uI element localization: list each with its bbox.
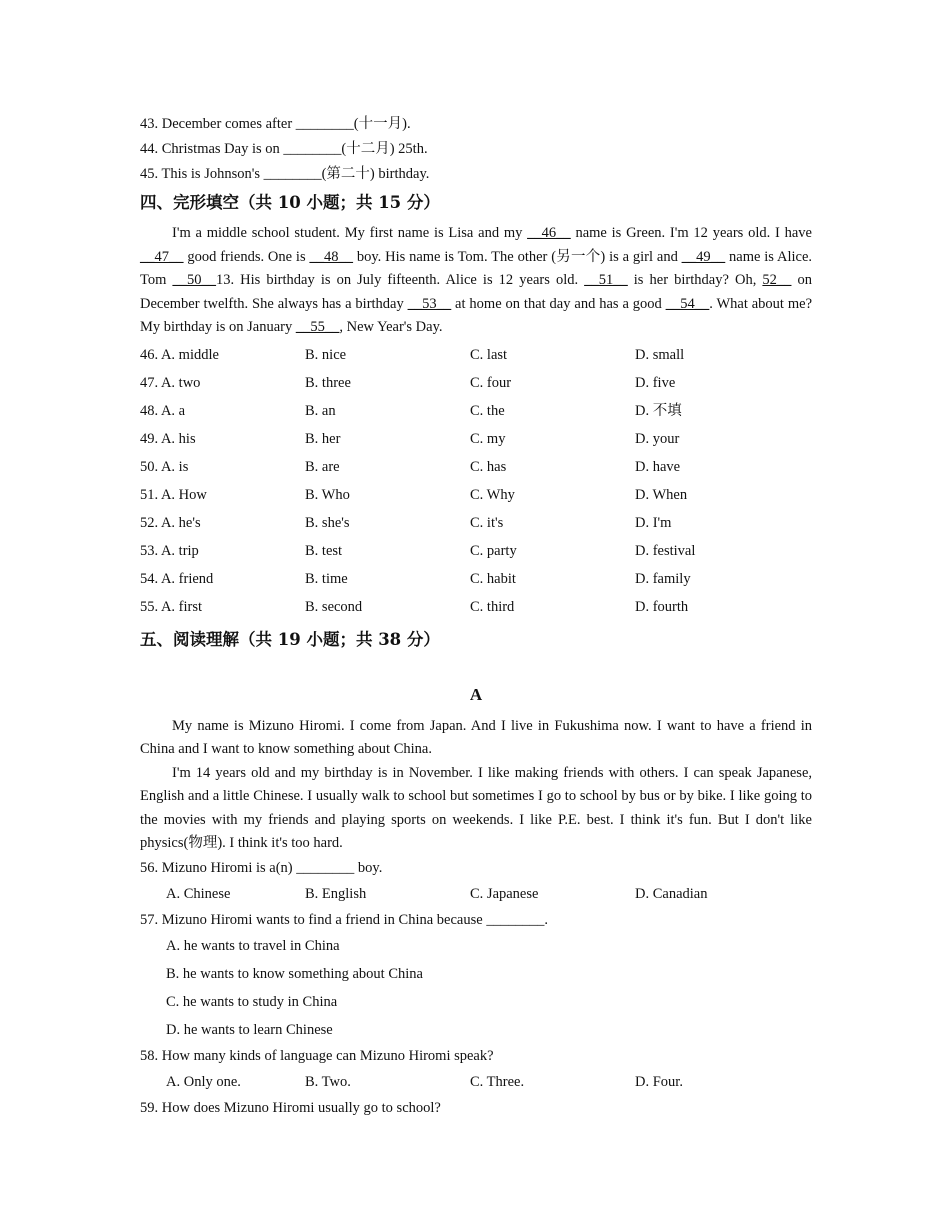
question-57: 57. Mizuno Hiromi wants to find a friend in China because ________. — [140, 911, 548, 928]
cloze-options — [140, 341, 812, 621]
option: B. her — [305, 430, 341, 447]
question-56-options — [140, 880, 812, 908]
cloze-text: is her birthday? Oh, — [627, 272, 763, 288]
option: D. 不填 — [635, 402, 682, 419]
option: 54. A. friend — [140, 570, 214, 587]
option: D. fourth — [635, 598, 689, 615]
cloze-text: name is Green. I'm 12 years old. I have — [570, 225, 812, 241]
section5-heading: 五、阅读理解（共 19 小题；共 38 分） — [140, 629, 440, 649]
document-page — [140, 112, 812, 1120]
option: B. Two. — [305, 1073, 351, 1090]
question-58-options — [140, 1068, 812, 1096]
option: C. party — [470, 542, 517, 559]
cloze-text: on December twelfth. She always has a birthday — [140, 272, 812, 312]
option: D. Canadian — [635, 885, 708, 902]
option: 49. A. his — [140, 430, 196, 447]
option: D. small — [635, 346, 685, 363]
cloze-option-row — [140, 509, 812, 537]
option: C. last — [470, 346, 508, 363]
reading-paragraph-2: I'm 14 years old and my birthday is in November. I like making friends with others. I can speak Japanese, English and a little Chinese. I usually walk to school but sometimes I go to school by bus or by bike. I like going to the movies with my friends and playing sports on weekends. I like P.E. best. I think it's fun. But I don't like physics(物理). I think it's too hard. — [140, 764, 812, 851]
option: D. I'm — [635, 514, 672, 531]
option: A. Only one. — [166, 1073, 241, 1090]
option: C. third — [470, 598, 515, 615]
option: D. your — [635, 430, 680, 447]
option: D. five — [635, 374, 676, 391]
option: D. When — [635, 486, 688, 503]
option: 50. A. is — [140, 458, 189, 475]
option: 46. A. middle — [140, 346, 219, 363]
cloze-blank: __48__ — [309, 248, 353, 265]
cloze-text: . What about me? My birthday is on January — [140, 295, 813, 335]
cloze-option-row — [140, 341, 812, 369]
cloze-option-row — [140, 369, 812, 397]
option: B. an — [305, 402, 336, 419]
option: C. the — [470, 402, 505, 419]
option: B. he wants to know something about China — [166, 965, 423, 982]
option: B. English — [305, 885, 367, 902]
option: C. Japanese — [470, 885, 539, 902]
option: C. Why — [470, 486, 515, 503]
option: 48. A. a — [140, 402, 186, 419]
cloze-option-row — [140, 397, 812, 425]
reading-passage — [140, 715, 812, 856]
option: C. habit — [470, 570, 516, 587]
cloze-blank: __51__ — [584, 272, 628, 288]
option: C. he wants to study in China — [166, 993, 338, 1010]
cloze-option-row — [140, 453, 812, 481]
cloze-text: 13. His birthday is on July fifteenth. Alice is 12 years old. — [215, 272, 585, 288]
cloze-blank: 52__ — [762, 272, 792, 288]
option: C. my — [470, 430, 506, 447]
question-44: 44. Christmas Day is on ________(十二月) 25th. — [140, 141, 428, 157]
option: B. time — [305, 570, 348, 587]
reading-paragraph-1: My name is Mizuno Hiromi. I come from Japan. And I live in Fukushima now. I want to have a friend in China and I want to know something about China. — [140, 717, 812, 757]
cloze-option-row — [140, 537, 812, 565]
cloze-text: name is Alice. Tom — [140, 248, 813, 288]
cloze-text: , New Year's Day. — [339, 319, 443, 335]
cloze-blank: __55__ — [295, 319, 340, 335]
section4-heading: 四、完形填空（共 10 小题；共 15 分） — [140, 193, 440, 212]
option: B. second — [305, 598, 363, 615]
question-43: 43. December comes after ________(十一月). — [140, 116, 411, 132]
cloze-blank: __47__ — [140, 248, 184, 265]
option: 53. A. trip — [140, 542, 199, 559]
option: 51. A. How — [140, 486, 207, 503]
option: C. four — [470, 374, 512, 391]
cloze-blank: __53__ — [407, 295, 452, 312]
cloze-option-row — [140, 565, 812, 593]
option: D. have — [635, 458, 681, 475]
question-56: 56. Mizuno Hiromi is a(n) ________ boy. — [140, 859, 383, 876]
option: B. test — [305, 542, 343, 559]
question-58: 58. How many kinds of language can Mizuno Hiromi speak? — [140, 1047, 494, 1064]
cloze-text: good friends. One is — [183, 248, 310, 265]
option: C. has — [470, 458, 507, 475]
option: D. family — [635, 570, 691, 587]
option: D. festival — [635, 542, 696, 559]
question-59: 59. How does Mizuno Hiromi usually go to school? — [140, 1099, 441, 1116]
option: 55. A. first — [140, 598, 203, 615]
cloze-blank: __46__ — [527, 225, 571, 241]
cloze-text: boy. His name is Tom. The other (另一个) is a girl and — [352, 248, 682, 265]
passage-title: A — [469, 684, 483, 704]
option: B. nice — [305, 346, 347, 363]
cloze-option-row — [140, 593, 812, 621]
cloze-option-row — [140, 481, 812, 509]
option: C. Three. — [470, 1073, 525, 1090]
cloze-blank: __49__ — [681, 248, 726, 265]
option: D. he wants to learn Chinese — [166, 1021, 333, 1038]
option: A. Chinese — [166, 885, 231, 902]
cloze-blank: __54__ — [665, 295, 710, 312]
option: 52. A. he's — [140, 514, 201, 531]
option: B. she's — [305, 514, 350, 531]
cloze-option-row — [140, 425, 812, 453]
option: C. it's — [470, 514, 504, 531]
cloze-blank: __50__ — [172, 272, 216, 288]
option: 47. A. two — [140, 374, 201, 391]
option: A. he wants to travel in China — [166, 937, 340, 954]
option: B. are — [305, 458, 340, 475]
question-45: 45. This is Johnson's ________(第二十) birthday. — [140, 166, 430, 182]
option: D. Four. — [635, 1073, 683, 1090]
option: B. Who — [305, 486, 350, 503]
cloze-text: I'm a middle school student. My first name is Lisa and my — [172, 225, 528, 241]
cloze-text: at home on that day and has a good — [451, 295, 666, 312]
cloze-passage — [140, 222, 812, 340]
option: B. three — [305, 374, 351, 391]
